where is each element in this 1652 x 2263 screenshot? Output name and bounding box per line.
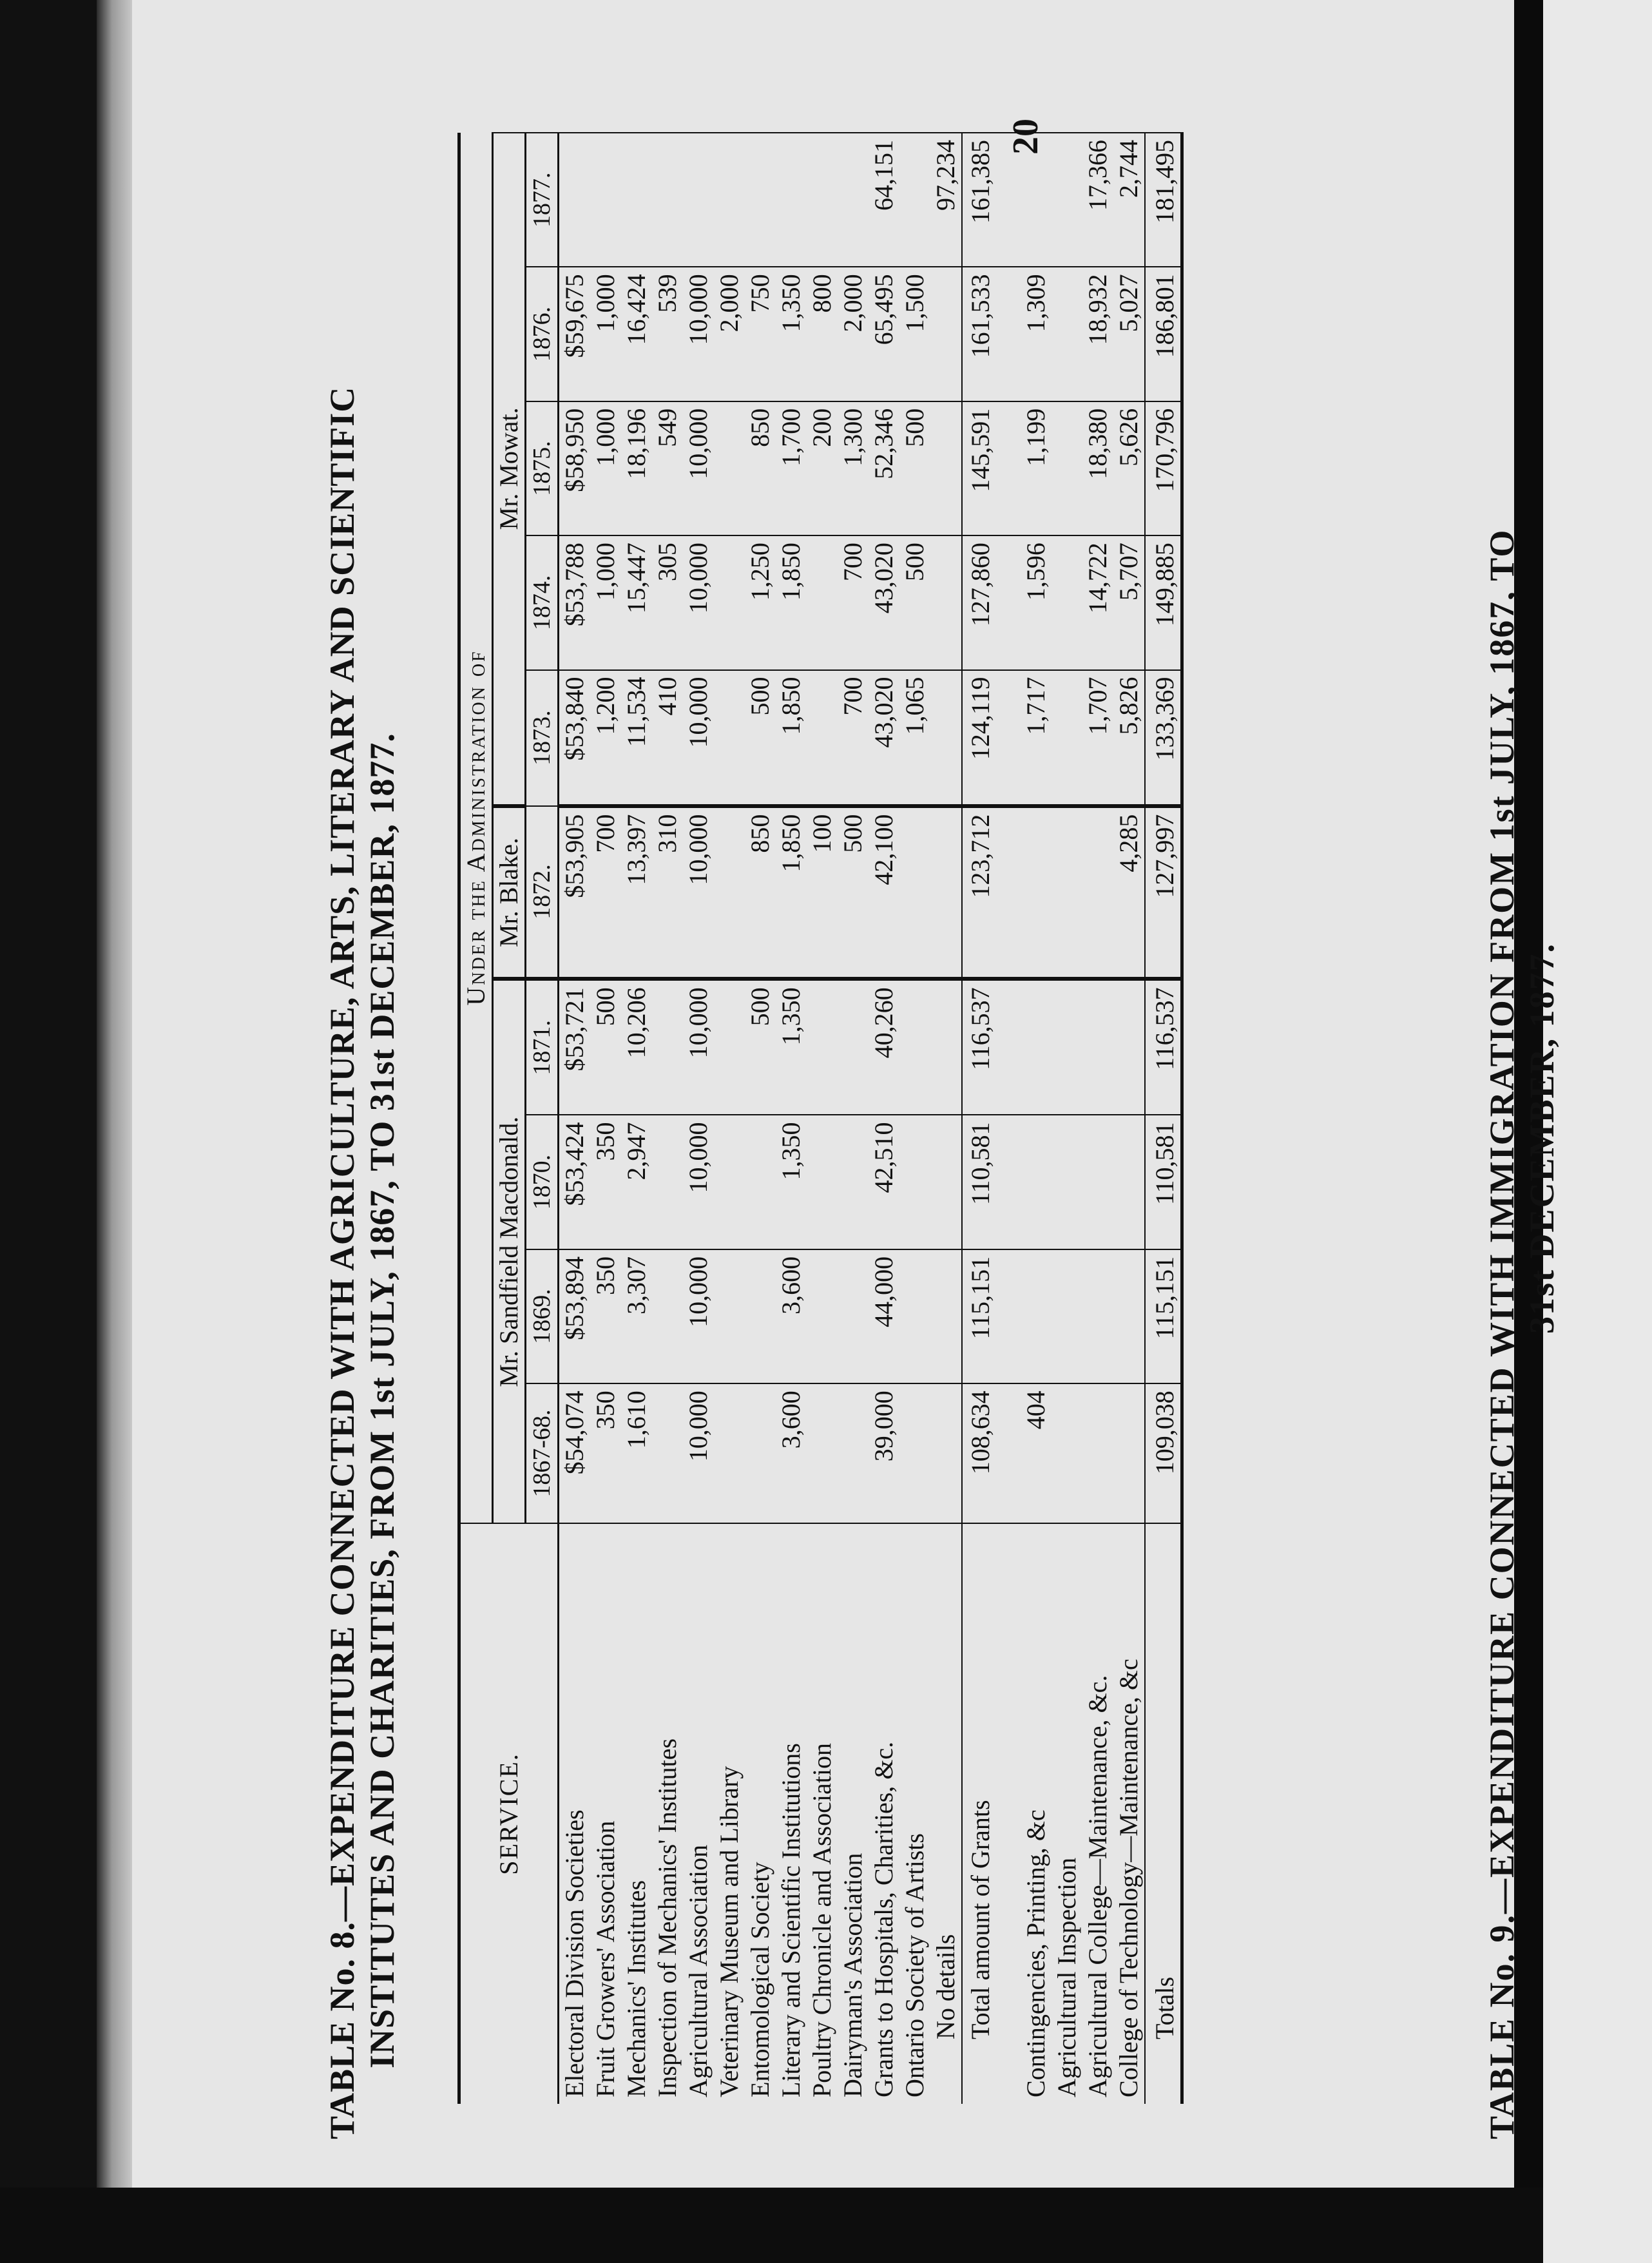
row-value: 1,300 bbox=[838, 401, 869, 535]
row-value bbox=[838, 1115, 869, 1249]
row-label: Veterinary Museum and Library bbox=[714, 1523, 745, 2104]
row-label: Totals bbox=[1145, 1523, 1182, 2104]
row-value: 17,366 bbox=[1082, 133, 1113, 267]
table9-title-line1: TABLE No. 9.—EXPENDITURE CONNECTED WITH IMMIGRATION FROM 1st JULY, 1867, TO bbox=[1483, 528, 1521, 2139]
row-value bbox=[1113, 979, 1145, 1115]
row-value: 149,885 bbox=[1145, 535, 1182, 669]
row-value: 108,634 bbox=[962, 1383, 999, 1523]
row-value: $58,950 bbox=[559, 401, 591, 535]
year-header: 1873. bbox=[526, 670, 559, 806]
row-value bbox=[652, 1383, 683, 1523]
year-header: 1875. bbox=[526, 401, 559, 535]
row-value bbox=[714, 401, 745, 535]
row-value bbox=[899, 1249, 930, 1383]
table-row bbox=[838, 133, 869, 2104]
row-value bbox=[776, 133, 807, 267]
row-value bbox=[807, 535, 838, 669]
row-value: 100 bbox=[807, 806, 838, 979]
table-row bbox=[1082, 133, 1113, 2104]
row-value: 52,346 bbox=[869, 401, 899, 535]
row-value: $53,424 bbox=[559, 1115, 591, 1249]
row-value: 3,307 bbox=[621, 1249, 652, 1383]
row-value bbox=[714, 1115, 745, 1249]
row-value: 350 bbox=[590, 1383, 621, 1523]
row-value bbox=[1021, 133, 1052, 267]
row-label: Dairyman's Association bbox=[838, 1523, 869, 2104]
row-label: Contingencies, Printing, &c bbox=[1021, 1523, 1052, 2104]
row-value bbox=[1021, 806, 1052, 979]
table-row bbox=[899, 133, 930, 2104]
year-header: 1874. bbox=[526, 535, 559, 669]
row-value: 500 bbox=[899, 401, 930, 535]
row-value: 500 bbox=[745, 979, 776, 1115]
row-value bbox=[838, 979, 869, 1115]
table-row bbox=[807, 133, 838, 2104]
row-value: 200 bbox=[807, 401, 838, 535]
row-value bbox=[899, 1383, 930, 1523]
row-value: 18,932 bbox=[1082, 267, 1113, 401]
service-header: SERVICE. bbox=[459, 1523, 559, 2104]
row-value: 124,119 bbox=[962, 670, 999, 806]
row-value: 145,591 bbox=[962, 401, 999, 535]
table8-title bbox=[322, 103, 402, 2139]
row-value: 15,447 bbox=[621, 535, 652, 669]
row-value bbox=[1052, 979, 1082, 1115]
table8 bbox=[457, 132, 1184, 2104]
table-row bbox=[745, 133, 776, 2104]
row-value: 2,000 bbox=[838, 267, 869, 401]
row-value bbox=[683, 133, 714, 267]
row-value bbox=[1021, 979, 1052, 1115]
row-value: 500 bbox=[745, 670, 776, 806]
table-row bbox=[962, 133, 999, 2104]
row-value: 10,206 bbox=[621, 979, 652, 1115]
row-value: 1,309 bbox=[1021, 267, 1052, 401]
row-value bbox=[714, 1383, 745, 1523]
table-row bbox=[621, 133, 652, 2104]
row-label: Literary and Scientific Institutions bbox=[776, 1523, 807, 2104]
row-value bbox=[1052, 401, 1082, 535]
row-value bbox=[714, 133, 745, 267]
spacer-cell bbox=[999, 401, 1021, 535]
row-value: 18,196 bbox=[621, 401, 652, 535]
row-value bbox=[1021, 1115, 1052, 1249]
year-header: 1869. bbox=[526, 1249, 559, 1383]
row-value: 700 bbox=[838, 670, 869, 806]
row-value bbox=[559, 133, 591, 267]
table8-title-line2: INSTITUTES AND CHARITIES, FROM 1st JULY, 1867, TO 31st DECEMBER, 1877. bbox=[363, 733, 401, 2068]
row-value: $59,675 bbox=[559, 267, 591, 401]
row-value bbox=[930, 1115, 962, 1249]
row-value bbox=[838, 1249, 869, 1383]
row-value: 10,000 bbox=[683, 806, 714, 979]
row-value: 549 bbox=[652, 401, 683, 535]
row-value: $53,840 bbox=[559, 670, 591, 806]
row-value: 305 bbox=[652, 535, 683, 669]
row-value: 161,533 bbox=[962, 267, 999, 401]
admin-sandfield-macdonald: Mr. Sandfield Macdonald. bbox=[493, 979, 526, 1523]
table-row bbox=[559, 133, 591, 2104]
row-value bbox=[807, 1115, 838, 1249]
row-value: 123,712 bbox=[962, 806, 999, 979]
row-value bbox=[714, 806, 745, 979]
row-value bbox=[807, 979, 838, 1115]
row-value bbox=[1052, 670, 1082, 806]
row-value: 1,700 bbox=[776, 401, 807, 535]
table9-title bbox=[1482, 103, 1562, 2139]
row-value: 1,500 bbox=[899, 267, 930, 401]
row-value: 10,000 bbox=[683, 401, 714, 535]
row-value: 3,600 bbox=[776, 1383, 807, 1523]
row-value: 1,000 bbox=[590, 267, 621, 401]
row-label: College of Technology—Maintenance, &c bbox=[1113, 1523, 1145, 2104]
row-label: Agricultural Association bbox=[683, 1523, 714, 2104]
rotated-page-content bbox=[296, 103, 1585, 2139]
row-value: 43,020 bbox=[869, 535, 899, 669]
bottom-border bbox=[0, 2188, 1543, 2263]
row-value: 133,369 bbox=[1145, 670, 1182, 806]
year-header: 1870. bbox=[526, 1115, 559, 1249]
row-label: Inspection of Mechanics' Institutes bbox=[652, 1523, 683, 2104]
row-value: 42,510 bbox=[869, 1115, 899, 1249]
row-value: 11,534 bbox=[621, 670, 652, 806]
table-row bbox=[1021, 133, 1052, 2104]
row-value: 115,151 bbox=[962, 1249, 999, 1383]
row-value: 16,424 bbox=[621, 267, 652, 401]
row-value: 1,350 bbox=[776, 1115, 807, 1249]
row-value: $54,074 bbox=[559, 1383, 591, 1523]
year-header: 1867-68. bbox=[526, 1383, 559, 1523]
table-row bbox=[1052, 133, 1082, 2104]
row-label: Agricultural College—Maintenance, &c. bbox=[1082, 1523, 1113, 2104]
row-value: 2,000 bbox=[714, 267, 745, 401]
row-value: 115,151 bbox=[1145, 1249, 1182, 1383]
row-value: 1,850 bbox=[776, 670, 807, 806]
row-value: 39,000 bbox=[869, 1383, 899, 1523]
table-row bbox=[776, 133, 807, 2104]
admin-blake: Mr. Blake. bbox=[493, 806, 526, 979]
row-value: 10,000 bbox=[683, 979, 714, 1115]
row-value: 5,626 bbox=[1113, 401, 1145, 535]
row-value: 109,038 bbox=[1145, 1383, 1182, 1523]
row-value: 161,385 bbox=[962, 133, 999, 267]
spacer-cell bbox=[999, 133, 1021, 267]
row-value bbox=[838, 133, 869, 267]
row-value: 1,065 bbox=[899, 670, 930, 806]
table-row bbox=[869, 133, 899, 2104]
book-spine-edge bbox=[97, 0, 135, 2191]
row-value: 14,722 bbox=[1082, 535, 1113, 669]
row-value: 500 bbox=[899, 535, 930, 669]
admin-header: Under the Administration of bbox=[459, 133, 493, 1523]
spacer-cell bbox=[999, 979, 1021, 1115]
row-value bbox=[807, 1249, 838, 1383]
row-value bbox=[652, 1249, 683, 1383]
row-value: 116,537 bbox=[1145, 979, 1182, 1115]
row-value: 43,020 bbox=[869, 670, 899, 806]
row-value: 350 bbox=[590, 1249, 621, 1383]
row-value: 186,801 bbox=[1145, 267, 1182, 401]
table-row bbox=[930, 133, 962, 2104]
row-label: Agricultural Inspection bbox=[1052, 1523, 1082, 2104]
row-value: 310 bbox=[652, 806, 683, 979]
row-value: 1,717 bbox=[1021, 670, 1052, 806]
row-label: Fruit Growers' Association bbox=[590, 1523, 621, 2104]
row-value bbox=[1082, 979, 1113, 1115]
year-header: 1877. bbox=[526, 133, 559, 267]
row-value bbox=[899, 133, 930, 267]
row-value bbox=[652, 133, 683, 267]
row-value: 170,796 bbox=[1145, 401, 1182, 535]
row-value: 539 bbox=[652, 267, 683, 401]
row-value: 700 bbox=[590, 806, 621, 979]
spacer-cell bbox=[999, 267, 1021, 401]
row-value: 10,000 bbox=[683, 1115, 714, 1249]
spacer-cell bbox=[999, 806, 1021, 979]
row-value bbox=[745, 1115, 776, 1249]
row-value: 42,100 bbox=[869, 806, 899, 979]
row-value bbox=[1052, 1249, 1082, 1383]
row-value: $53,788 bbox=[559, 535, 591, 669]
row-value bbox=[652, 979, 683, 1115]
row-value bbox=[930, 1249, 962, 1383]
row-value: 1,000 bbox=[590, 535, 621, 669]
row-value: 850 bbox=[745, 401, 776, 535]
row-label: Grants to Hospitals, Charities, &c. bbox=[869, 1523, 899, 2104]
table8-body bbox=[559, 133, 1182, 2104]
row-value: 1,000 bbox=[590, 401, 621, 535]
row-value bbox=[930, 267, 962, 401]
row-value: 1,350 bbox=[776, 267, 807, 401]
spacer-cell bbox=[999, 1383, 1021, 1523]
row-value: 2,744 bbox=[1113, 133, 1145, 267]
row-value: 700 bbox=[838, 535, 869, 669]
row-value: 1,850 bbox=[776, 806, 807, 979]
row-value: 500 bbox=[838, 806, 869, 979]
row-value bbox=[714, 979, 745, 1115]
header-row-admin bbox=[459, 133, 493, 2104]
spacer-cell bbox=[999, 1523, 1021, 2104]
row-value: 2,947 bbox=[621, 1115, 652, 1249]
row-value: 850 bbox=[745, 806, 776, 979]
row-value: 1,850 bbox=[776, 535, 807, 669]
row-value: 1,707 bbox=[1082, 670, 1113, 806]
row-value bbox=[1082, 1115, 1113, 1249]
row-value bbox=[745, 1249, 776, 1383]
row-value bbox=[930, 806, 962, 979]
row-value: 181,495 bbox=[1145, 133, 1182, 267]
row-value bbox=[590, 133, 621, 267]
row-label: Poultry Chronicle and Association bbox=[807, 1523, 838, 2104]
row-value: 1,596 bbox=[1021, 535, 1052, 669]
row-label: Mechanics' Institutes bbox=[621, 1523, 652, 2104]
row-value bbox=[1082, 1249, 1113, 1383]
row-value bbox=[714, 535, 745, 669]
spacer-cell bbox=[999, 1115, 1021, 1249]
row-value bbox=[1052, 806, 1082, 979]
table9-title-line2: 31st DECEMBER, 1877. bbox=[1522, 942, 1561, 1334]
row-value bbox=[1052, 1115, 1082, 1249]
row-value bbox=[899, 979, 930, 1115]
table-row bbox=[683, 133, 714, 2104]
row-value bbox=[652, 1115, 683, 1249]
row-value bbox=[1052, 267, 1082, 401]
row-value: 13,397 bbox=[621, 806, 652, 979]
row-value: 65,495 bbox=[869, 267, 899, 401]
row-value: 5,707 bbox=[1113, 535, 1145, 669]
row-value: 1,199 bbox=[1021, 401, 1052, 535]
row-value bbox=[930, 1383, 962, 1523]
table-row bbox=[1145, 133, 1182, 2104]
row-value: 10,000 bbox=[683, 670, 714, 806]
page-number: 20 bbox=[1006, 119, 1046, 155]
row-label: Entomological Society bbox=[745, 1523, 776, 2104]
row-value: $53,721 bbox=[559, 979, 591, 1115]
row-value bbox=[930, 979, 962, 1115]
row-value bbox=[807, 1383, 838, 1523]
row-value bbox=[807, 133, 838, 267]
row-value: 500 bbox=[590, 979, 621, 1115]
row-value bbox=[621, 133, 652, 267]
row-value: 40,260 bbox=[869, 979, 899, 1115]
row-value: 64,151 bbox=[869, 133, 899, 267]
row-value: 1,610 bbox=[621, 1383, 652, 1523]
table-row bbox=[1113, 133, 1145, 2104]
row-value bbox=[930, 401, 962, 535]
row-value: 10,000 bbox=[683, 1383, 714, 1523]
row-value bbox=[714, 1249, 745, 1383]
row-value: 1,200 bbox=[590, 670, 621, 806]
row-value: 127,860 bbox=[962, 535, 999, 669]
spacer-cell bbox=[999, 670, 1021, 806]
spacer-cell bbox=[999, 535, 1021, 669]
row-value: 3,600 bbox=[776, 1249, 807, 1383]
table-row bbox=[590, 133, 621, 2104]
year-header: 1876. bbox=[526, 267, 559, 401]
row-value: 1,250 bbox=[745, 535, 776, 669]
table-row bbox=[714, 133, 745, 2104]
row-value bbox=[745, 1383, 776, 1523]
admin-mowat: Mr. Mowat. bbox=[493, 133, 526, 806]
row-value: 10,000 bbox=[683, 1249, 714, 1383]
row-value bbox=[1052, 133, 1082, 267]
table-row bbox=[652, 133, 683, 2104]
row-value bbox=[930, 535, 962, 669]
year-header: 1872. bbox=[526, 806, 559, 979]
spacer-row bbox=[999, 133, 1021, 2104]
row-value: 110,581 bbox=[1145, 1115, 1182, 1249]
row-value: 404 bbox=[1021, 1383, 1052, 1523]
row-value bbox=[930, 670, 962, 806]
row-value: 750 bbox=[745, 267, 776, 401]
row-value: 10,000 bbox=[683, 267, 714, 401]
row-value bbox=[1082, 1383, 1113, 1523]
row-value bbox=[1113, 1383, 1145, 1523]
row-value: 5,027 bbox=[1113, 267, 1145, 401]
row-value bbox=[1052, 1383, 1082, 1523]
row-label: Total amount of Grants bbox=[962, 1523, 999, 2104]
spacer-cell bbox=[999, 1249, 1021, 1383]
row-value: 350 bbox=[590, 1115, 621, 1249]
row-value bbox=[1113, 1249, 1145, 1383]
row-value: 18,380 bbox=[1082, 401, 1113, 535]
row-value bbox=[838, 1383, 869, 1523]
row-value: $53,894 bbox=[559, 1249, 591, 1383]
row-value bbox=[899, 1115, 930, 1249]
row-value bbox=[807, 670, 838, 806]
row-value bbox=[745, 133, 776, 267]
row-label: No details bbox=[930, 1523, 962, 2104]
row-value bbox=[1052, 535, 1082, 669]
row-value: 116,537 bbox=[962, 979, 999, 1115]
row-value: 410 bbox=[652, 670, 683, 806]
row-value: 5,826 bbox=[1113, 670, 1145, 806]
row-value bbox=[899, 806, 930, 979]
row-value: 4,285 bbox=[1113, 806, 1145, 979]
row-value: 800 bbox=[807, 267, 838, 401]
year-header: 1871. bbox=[526, 979, 559, 1115]
row-value bbox=[1082, 806, 1113, 979]
table8-title-line1: TABLE No. 8.—EXPENDITURE CONNECTED WITH AGRICULTURE, ARTS, LITERARY AND SCIENTIFIC bbox=[323, 386, 361, 2139]
row-value bbox=[1113, 1115, 1145, 1249]
row-value: $53,905 bbox=[559, 806, 591, 979]
row-label: Electoral Division Societies bbox=[559, 1523, 591, 2104]
row-value: 10,000 bbox=[683, 535, 714, 669]
row-label: Ontario Society of Artists bbox=[899, 1523, 930, 2104]
row-value bbox=[1021, 1249, 1052, 1383]
row-value: 127,997 bbox=[1145, 806, 1182, 979]
row-value: 44,000 bbox=[869, 1249, 899, 1383]
row-value bbox=[714, 670, 745, 806]
row-value: 97,234 bbox=[930, 133, 962, 267]
row-value: 110,581 bbox=[962, 1115, 999, 1249]
row-value: 1,350 bbox=[776, 979, 807, 1115]
